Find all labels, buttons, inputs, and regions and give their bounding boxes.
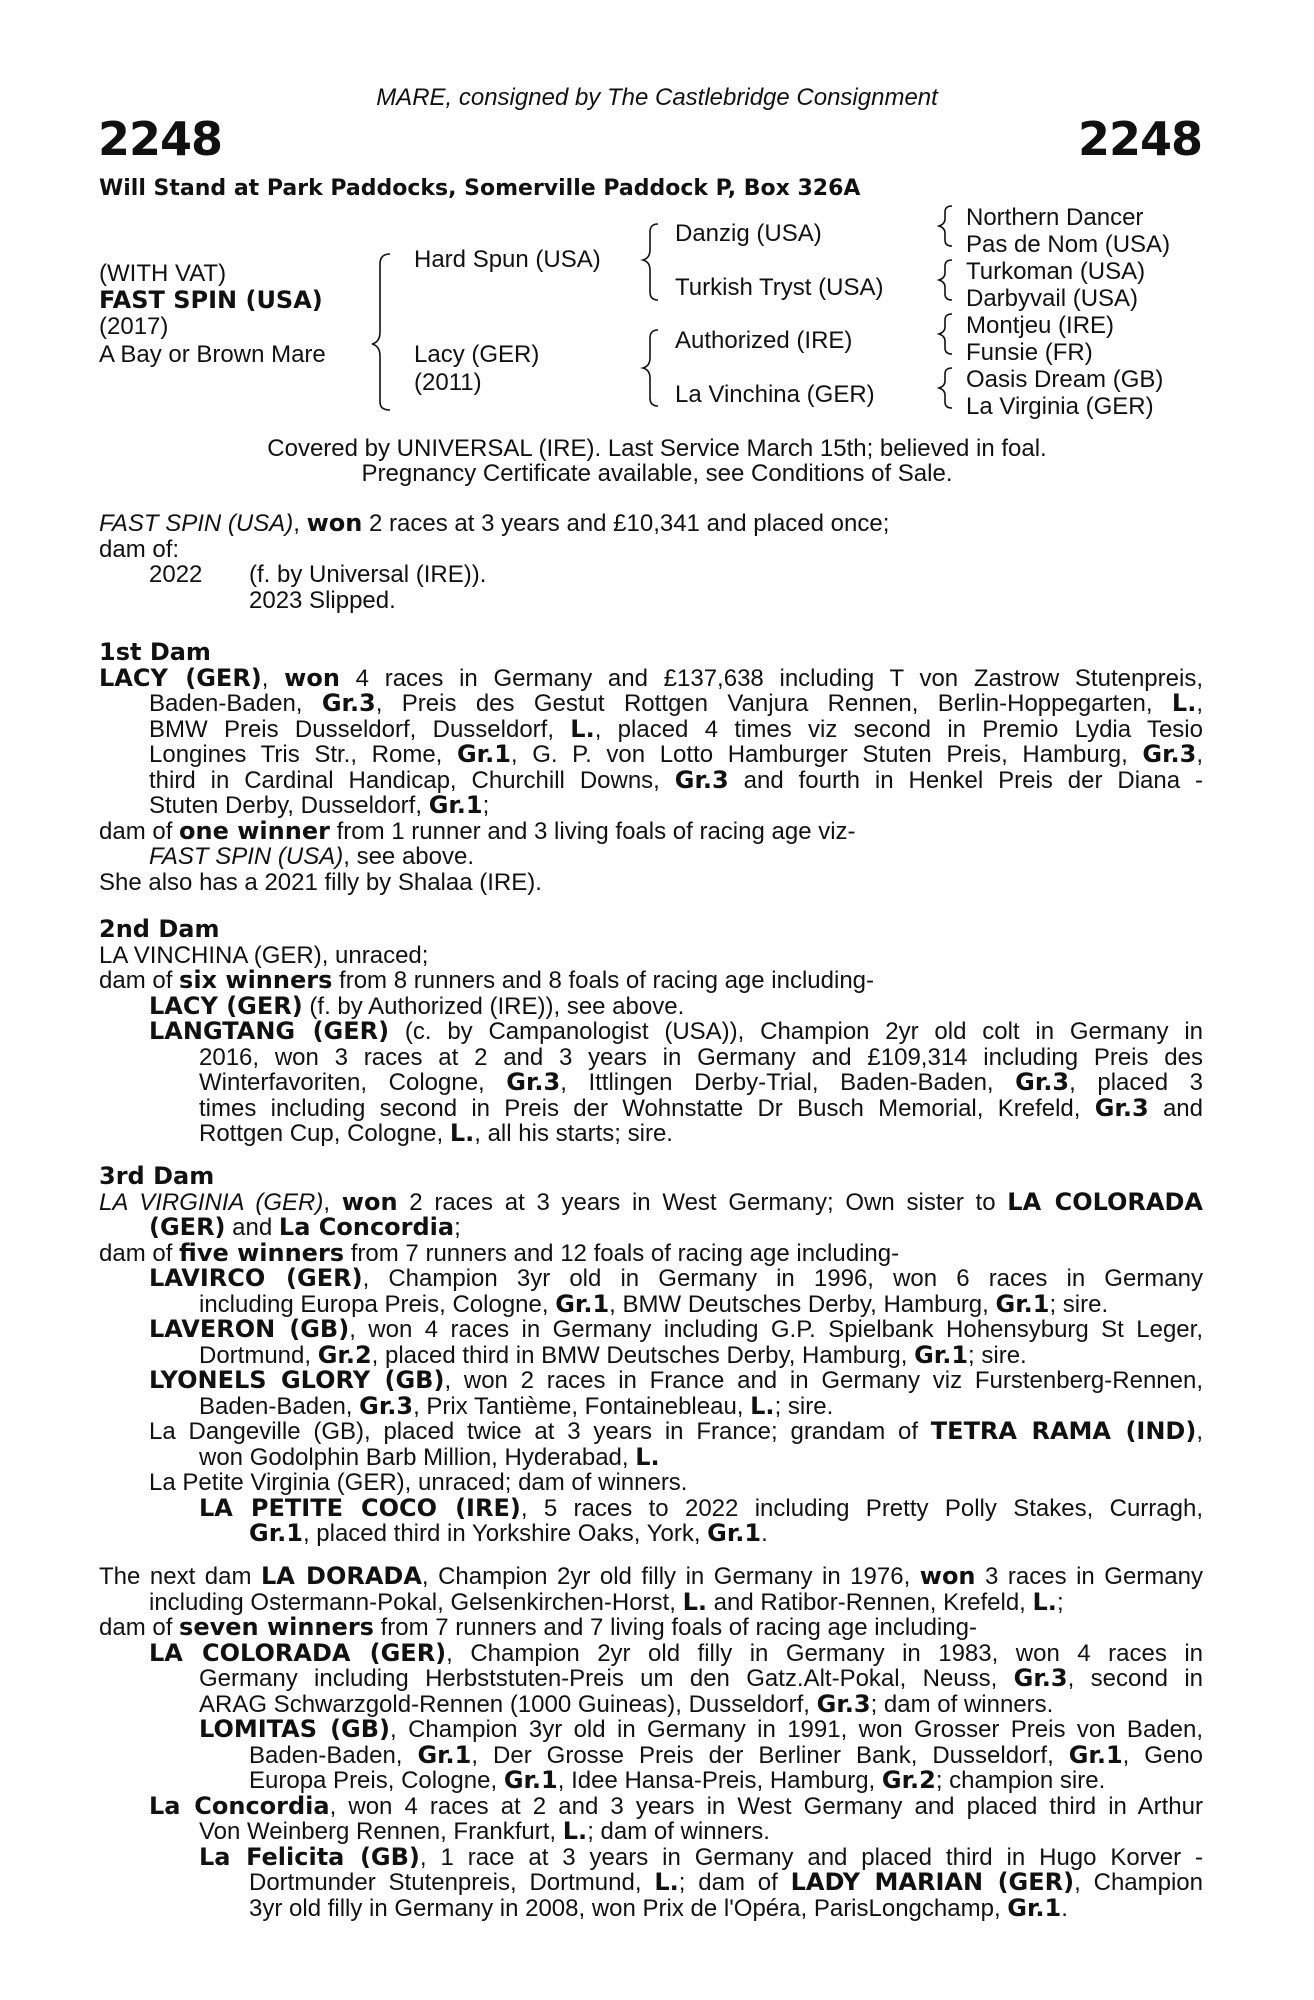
grade: Gr.3 <box>359 1391 414 1420</box>
text: 2 races at 3 years in West Germany; Own sister to <box>397 1188 1008 1216</box>
grade: Gr.1 <box>249 1519 303 1547</box>
sister-name: LA COLORADA <box>1007 1187 1203 1216</box>
text: dam of <box>99 1239 180 1267</box>
text: Baden-Baden, <box>149 690 322 717</box>
text: , Champion <box>1074 1869 1204 1896</box>
ped-ddd: La Virginia (GER) <box>966 393 1154 420</box>
offspring-name: TETRA RAMA (IND) <box>930 1417 1197 1445</box>
listed: L. <box>449 1119 475 1147</box>
listed: L. <box>654 1868 679 1896</box>
text: 4 races in Germany and £137,638 including T von Zastrow Stutenpreis, <box>339 664 1203 692</box>
text: Winterfavoriten, Cologne, <box>199 1069 507 1096</box>
ped-sdd: Darbyvail (USA) <box>966 285 1139 312</box>
covering-line-1: Covered by UNIVERSAL (IRE). Last Service March 15th; believed in foal. <box>267 435 1047 462</box>
text: La Dangeville (GB), placed twice at 3 years in France; grandam of <box>149 1418 931 1445</box>
text: , placed 3 <box>1069 1069 1203 1096</box>
next-dam-section <box>99 1564 1203 1921</box>
text: . <box>1061 1894 1068 1922</box>
offspring-name: LACY (GER) <box>149 991 303 1020</box>
text: , Geno <box>1122 1741 1204 1769</box>
winner-count: one winner <box>179 816 330 845</box>
text: times including second in Preis der Wohnstatte Dr Busch Memorial, Krefeld, <box>199 1094 1095 1122</box>
offspring-name: LA PETITE COCO (IRE) <box>199 1493 521 1522</box>
grade: Gr.2 <box>317 1340 372 1369</box>
text: ; dam of <box>678 1869 791 1896</box>
text: , Der Grosse Preis der Berliner Bank, Dusseldorf, <box>471 1741 1069 1769</box>
text: including Europa Preis, Cologne, <box>199 1290 556 1318</box>
intro-won: won <box>306 509 363 537</box>
text: ; sire. <box>1049 1290 1109 1318</box>
lot-number-right: 2248 <box>1077 112 1202 166</box>
text: , second in <box>1067 1665 1204 1692</box>
text: and <box>225 1214 279 1241</box>
text: , <box>323 1188 342 1216</box>
text: , <box>1196 690 1204 717</box>
ped-dsd: Funsie (FR) <box>966 339 1093 366</box>
horse-year: (2017) <box>99 313 169 340</box>
text: including Ostermann-Pokal, Gelsenkirchen-Horst, <box>149 1588 683 1616</box>
text: , Champion 2yr old filly in Germany in 1976, <box>421 1563 920 1590</box>
grade: Gr.3 <box>1013 1664 1068 1692</box>
text: ; champion sire. <box>935 1767 1106 1794</box>
sire-dam: Turkish Tryst (USA) <box>675 274 884 301</box>
text: Longines Tris Str., Rome, <box>149 741 457 768</box>
grade: Gr.1 <box>1068 1740 1123 1769</box>
intro-horse-name: FAST SPIN (USA) <box>99 510 294 537</box>
grade: Gr.1 <box>707 1519 762 1547</box>
text: ; dam of winners. <box>870 1690 1054 1718</box>
grade: Gr.3 <box>1094 1093 1149 1122</box>
first-dam-name: LACY (GER) <box>99 663 262 692</box>
third-dam-heading: 3rd Dam <box>99 1162 215 1190</box>
sire-sire: Danzig (USA) <box>675 220 822 247</box>
grade: Gr.2 <box>881 1766 936 1794</box>
listed: L. <box>1171 689 1197 717</box>
third-dam-section <box>99 1164 1203 1547</box>
won-label: won <box>341 1187 398 1216</box>
covering-line-2: Pregnancy Certificate available, see Conditions of Sale. <box>361 460 953 487</box>
text: ; sire. <box>774 1392 834 1420</box>
dam-year: (2011) <box>414 369 482 396</box>
text: 3 races in Germany <box>975 1563 1203 1590</box>
text: Europa Preis, Cologne, <box>249 1767 504 1794</box>
text: Dortmunder Stutenpreis, Dortmund, <box>249 1869 655 1896</box>
ped-ssd: Pas de Nom (USA) <box>966 231 1171 258</box>
text: , 1 race at 3 years in Germany and placed third in Hugo Korver - <box>419 1843 1204 1871</box>
second-dam-heading: 2nd Dam <box>99 915 220 943</box>
first-dam-section: 1st Dam LACY (GER), won 4 races in Germany and £137,638 including T von Zastrow Stutenpreis, Baden-Baden, Gr.3, Preis des Gestut Rottgen Vanjura Rennen, Berlin-Hoppegarten, L., BMW Preis Dusseldorf, Dusseldorf, L., placed 4 times viz second in Premio Lydia Tesio Longines Tris Str., Rome, Gr.1, G. P. von Lotto Hamburger Stuten Preis, Hamburg, Gr.3, third in Cardinal Handicap, Churchill Downs, Gr.3 and fourth in Henkel Preis der Diana - Stuten Derby, Dusseldorf, Gr.1; dam of one winner from 1 runner and 3 living foals of racing age viz- FAST SPIN (USA), see above. She also has a 2021 filly by Shalaa (IRE). <box>99 638 1204 896</box>
text: , see above. <box>343 843 475 870</box>
text: 3yr old filly in Germany in 2008, won Prix de l'Opéra, ParisLongchamp, <box>249 1894 1008 1922</box>
grade: Gr.3 <box>506 1068 561 1096</box>
intro-text: 2 races at 3 years and £10,341 and placed once; <box>362 510 890 537</box>
text: Germany including Herbststuten-Preis um den Gatz.Alt-Pokal, Neuss, <box>199 1665 1014 1692</box>
text: The next dam <box>99 1563 261 1590</box>
text: BMW Preis Dusseldorf, Dusseldorf, <box>149 715 571 743</box>
text: , won 4 races in Germany including G.P. Spielbank Hohensyburg St Leger, <box>349 1316 1203 1343</box>
horse-name: FAST SPIN (USA) <box>99 286 323 314</box>
text: , placed third in BMW Deutsches Derby, Hamburg, <box>371 1341 915 1369</box>
text: from 8 runners and 8 foals of racing age including- <box>332 967 875 994</box>
offspring-name: LA COLORADA (GER) <box>149 1638 447 1667</box>
text: dam of <box>99 817 180 845</box>
listed: L. <box>682 1587 707 1616</box>
listed: L. <box>750 1391 775 1420</box>
grade: Gr.3 <box>816 1689 871 1718</box>
grade: Gr.1 <box>1007 1893 1062 1922</box>
text: , Idee Hansa-Preis, Hamburg, <box>557 1767 882 1794</box>
third-dam-name: LA VIRGINIA (GER) <box>99 1188 324 1216</box>
dam-dam: La Vinchina (GER) <box>675 381 875 408</box>
offspring-name: LAVERON (GB) <box>149 1315 350 1343</box>
covering-note <box>0 436 1314 486</box>
text: , G. P. von Lotto Hamburger Stuten Preis, Hamburg, <box>510 741 1143 768</box>
text: ARAG Schwarzgold-Rennen (1000 Guineas), Dusseldorf, <box>199 1690 817 1718</box>
grade: Gr.1 <box>456 740 511 768</box>
second-dam-section <box>99 917 1203 1147</box>
text: (c. by Campanologist (USA)), Champion 2yr old colt in Germany in <box>389 1018 1203 1045</box>
sister-name: La Concordia <box>278 1213 455 1241</box>
text: ; dam of winners. <box>587 1818 770 1845</box>
text: Baden-Baden, <box>249 1741 418 1769</box>
text: , <box>1196 741 1203 768</box>
grade: Gr.3 <box>321 689 376 717</box>
text: and Ratibor-Rennen, Krefeld, <box>706 1588 1033 1616</box>
text: , Preis des Gestut Rottgen Vanjura Rennen, Berlin-Hoppegarten, <box>375 690 1172 717</box>
intro-section: FAST SPIN (USA), won 2 races at 3 years and £10,341 and placed once; dam of: 2022 (f. by Universal (IRE)). 2023 Slipped. <box>99 511 1203 613</box>
text: , Champion 3yr old in Germany in 1996, won 6 races in Germany <box>362 1265 1203 1292</box>
intro-slipped: 2023 Slipped. <box>249 586 396 614</box>
sire: Hard Spun (USA) <box>414 246 601 273</box>
text: ; <box>1056 1588 1064 1616</box>
text: La Petite Virginia (GER), unraced; dam of winners. <box>149 1469 688 1496</box>
lot-number-left: 2248 <box>98 112 223 166</box>
text: , <box>1196 1418 1203 1445</box>
text: Von Weinberg Rennen, Frankfurt, <box>199 1818 563 1845</box>
intro-foal: (f. by Universal (IRE)). <box>249 561 487 588</box>
consignment-line: MARE, consigned by The Castlebridge Consignment <box>376 84 938 111</box>
offspring-name: La Concordia <box>149 1791 330 1820</box>
offspring-name: LAVIRCO (GER) <box>149 1264 363 1292</box>
text: 2016, won 3 races at 2 and 3 years in Germany and £109,314 including Preis des <box>199 1043 1203 1071</box>
intro-foal-year: 2022 <box>149 561 203 588</box>
text: dam of <box>99 1614 180 1641</box>
grade: Gr.1 <box>428 791 483 819</box>
grade: Gr.3 <box>1015 1068 1070 1096</box>
dam-sire: Authorized (IRE) <box>675 327 853 354</box>
ped-dss: Montjeu (IRE) <box>966 312 1115 339</box>
text: Baden-Baden, <box>199 1392 360 1420</box>
winner-count: seven winners <box>179 1613 374 1641</box>
text: dam of <box>99 967 180 994</box>
second-dam-name: LA VINCHINA (GER), unraced; <box>99 941 429 969</box>
listed: L. <box>562 1817 588 1845</box>
first-dam-heading: 1st Dam <box>99 638 211 666</box>
text: and fourth in Henkel Preis der Diana - <box>728 766 1204 794</box>
ped-sss: Northern Dancer <box>966 204 1144 231</box>
text: , Champion 3yr old in Germany in 1991, won Grosser Preis von Baden, <box>390 1716 1204 1743</box>
text: , Champion 2yr old filly in Germany in 1983, won 4 races in <box>446 1639 1204 1667</box>
grade: Gr.1 <box>503 1766 558 1794</box>
text: third in Cardinal Handicap, Churchill Downs, <box>149 766 675 794</box>
listed: L. <box>570 714 595 743</box>
text: Dortmund, <box>199 1341 318 1369</box>
text: . <box>761 1520 768 1547</box>
listed: L. <box>635 1442 660 1471</box>
offspring-name: La Felicita (GB) <box>199 1842 420 1871</box>
winner-count: six winners <box>179 966 333 994</box>
sister-name: (GER) <box>149 1213 226 1241</box>
text: , won 4 races at 2 and 3 years in West Germany and placed third in Arthur <box>329 1792 1203 1820</box>
ped-dds: Oasis Dream (GB) <box>966 366 1164 393</box>
intro-foal-row <box>99 562 1203 588</box>
horse-description: A Bay or Brown Mare <box>99 341 326 368</box>
offspring-name: LYONELS GLORY (GB) <box>149 1366 445 1394</box>
text: , 5 races to 2022 including Pretty Polly Stakes, Curragh, <box>520 1494 1203 1522</box>
text: ; <box>482 792 490 819</box>
pedigree-braces <box>0 0 1314 440</box>
text: won Godolphin Barb Million, Hyderabad, <box>199 1443 636 1471</box>
grade: Gr.3 <box>1142 740 1197 768</box>
grade: Gr.1 <box>417 1740 472 1769</box>
listed: L. <box>1032 1587 1057 1616</box>
text: ; sire. <box>968 1341 1027 1369</box>
text: , placed 4 times viz second in Premio Lydia Tesio <box>594 715 1203 743</box>
offspring-name: FAST SPIN (USA) <box>149 843 344 870</box>
grade: Gr.1 <box>995 1289 1050 1318</box>
text: , placed third in Yorkshire Oaks, York, <box>302 1520 708 1547</box>
also-note: She also has a 2021 filly by Shalaa (IRE). <box>99 868 542 896</box>
text: Stuten Derby, Dusseldorf, <box>149 792 429 819</box>
text: (f. by Authorized (IRE)), see above. <box>302 992 685 1020</box>
text: from 7 runners and 12 foals of racing age including- <box>344 1239 900 1267</box>
dam: Lacy (GER) <box>414 341 540 368</box>
grade: Gr.1 <box>555 1289 610 1318</box>
text: from 1 runner and 3 living foals of racing age viz- <box>329 817 856 845</box>
text: ; <box>454 1214 461 1241</box>
text: Rottgen Cup, Cologne, <box>199 1120 450 1147</box>
text: , BMW Deutsches Derby, Hamburg, <box>609 1290 996 1318</box>
next-dam-name: LA DORADA <box>260 1562 422 1590</box>
text: , Ittlingen Derby-Trial, Baden-Baden, <box>560 1069 1016 1096</box>
text: , won 2 races in France and in Germany viz Furstenberg-Rennen, <box>444 1367 1204 1394</box>
offspring-name: LANGTANG (GER) <box>149 1017 390 1045</box>
vat-note: (WITH VAT) <box>99 260 227 287</box>
text: and <box>1148 1094 1203 1122</box>
intro-dam-of: dam of: <box>99 535 180 563</box>
winner-count: five winners <box>179 1238 345 1267</box>
ped-sds: Turkoman (USA) <box>966 258 1146 285</box>
stand-location: Will Stand at Park Paddocks, Somerville Paddock P, Box 326A <box>99 176 861 201</box>
grade: Gr.3 <box>674 765 729 794</box>
grade: Gr.1 <box>914 1340 969 1369</box>
text: from 7 runners and 7 living foals of racing age including- <box>373 1614 977 1641</box>
won-label: won <box>284 663 340 692</box>
won-label: won <box>919 1562 976 1590</box>
offspring-name: LOMITAS (GB) <box>199 1715 391 1743</box>
offspring-name: LADY MARIAN (GER) <box>790 1868 1075 1896</box>
text: , Prix Tantième, Fontainebleau, <box>413 1392 751 1420</box>
text: , all his starts; sire. <box>474 1120 673 1147</box>
